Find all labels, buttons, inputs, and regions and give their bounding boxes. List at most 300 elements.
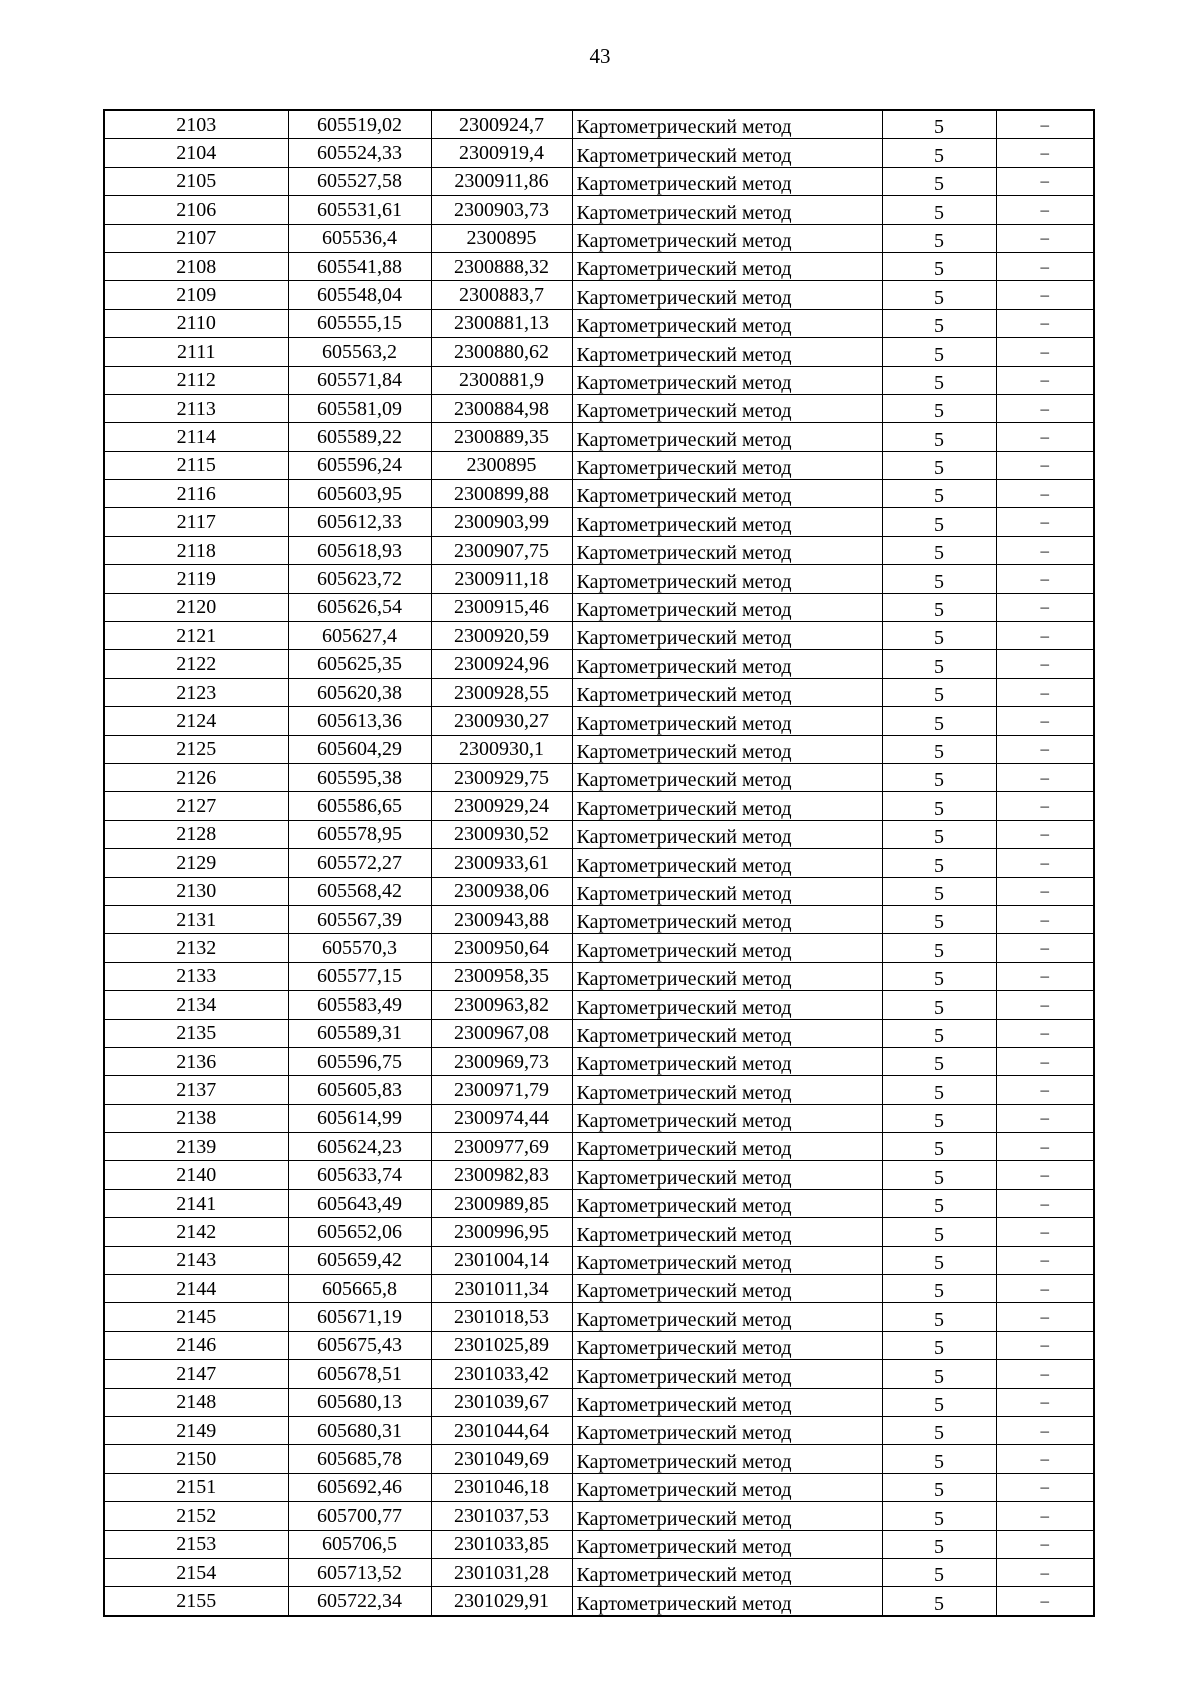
point-number-cell: 2127: [104, 792, 288, 820]
method-cell: Картометрический метод: [572, 735, 882, 763]
table-row: [104, 1189, 1094, 1217]
y-coordinate-cell: 2300924,96: [431, 650, 572, 678]
note-cell: –: [996, 281, 1094, 309]
x-coordinate-cell: 605568,42: [288, 877, 431, 905]
note-cell: –: [996, 763, 1094, 791]
accuracy-cell: 5: [882, 1047, 996, 1075]
x-coordinate-cell: 605623,72: [288, 565, 431, 593]
note-cell: –: [996, 167, 1094, 195]
point-number-cell: 2155: [104, 1587, 288, 1616]
accuracy-cell: 5: [882, 281, 996, 309]
table-row: [104, 1104, 1094, 1132]
y-coordinate-cell: 2300911,86: [431, 167, 572, 195]
x-coordinate-cell: 605652,06: [288, 1218, 431, 1246]
point-number-cell: 2140: [104, 1161, 288, 1189]
note-cell: –: [996, 991, 1094, 1019]
y-coordinate-cell: 2300915,46: [431, 593, 572, 621]
accuracy-cell: 5: [882, 707, 996, 735]
y-coordinate-cell: 2300888,32: [431, 252, 572, 280]
method-cell: Картометрический метод: [572, 1587, 882, 1616]
note-cell: –: [996, 394, 1094, 422]
note-cell: –: [996, 196, 1094, 224]
table-row: [104, 991, 1094, 1019]
accuracy-cell: 5: [882, 622, 996, 650]
method-cell: Картометрический метод: [572, 962, 882, 990]
y-coordinate-cell: 2300982,83: [431, 1161, 572, 1189]
accuracy-cell: 5: [882, 849, 996, 877]
method-cell: Картометрический метод: [572, 1360, 882, 1388]
accuracy-cell: 5: [882, 593, 996, 621]
x-coordinate-cell: 605596,24: [288, 451, 431, 479]
point-number-cell: 2132: [104, 934, 288, 962]
method-cell: Картометрический метод: [572, 1558, 882, 1586]
table-row: [104, 1133, 1094, 1161]
x-coordinate-cell: 605531,61: [288, 196, 431, 224]
x-coordinate-cell: 605614,99: [288, 1104, 431, 1132]
x-coordinate-cell: 605577,15: [288, 962, 431, 990]
y-coordinate-cell: 2300899,88: [431, 480, 572, 508]
note-cell: –: [996, 962, 1094, 990]
point-number-cell: 2121: [104, 622, 288, 650]
accuracy-cell: 5: [882, 991, 996, 1019]
table-row: [104, 1587, 1094, 1616]
note-cell: –: [996, 707, 1094, 735]
x-coordinate-cell: 605527,58: [288, 167, 431, 195]
note-cell: –: [996, 1275, 1094, 1303]
x-coordinate-cell: 605524,33: [288, 139, 431, 167]
note-cell: –: [996, 650, 1094, 678]
method-cell: Картометрический метод: [572, 1189, 882, 1217]
method-cell: Картометрический метод: [572, 1246, 882, 1274]
table-row: [104, 309, 1094, 337]
note-cell: –: [996, 1133, 1094, 1161]
point-number-cell: 2128: [104, 820, 288, 848]
accuracy-cell: 5: [882, 536, 996, 564]
accuracy-cell: 5: [882, 1587, 996, 1616]
table-row: [104, 508, 1094, 536]
point-number-cell: 2142: [104, 1218, 288, 1246]
x-coordinate-cell: 605626,54: [288, 593, 431, 621]
accuracy-cell: 5: [882, 678, 996, 706]
accuracy-cell: 5: [882, 1445, 996, 1473]
method-cell: Картометрический метод: [572, 1331, 882, 1359]
table-row: [104, 338, 1094, 366]
x-coordinate-cell: 605671,19: [288, 1303, 431, 1331]
accuracy-cell: 5: [882, 139, 996, 167]
method-cell: Картометрический метод: [572, 650, 882, 678]
note-cell: –: [996, 423, 1094, 451]
point-number-cell: 2147: [104, 1360, 288, 1388]
accuracy-cell: 5: [882, 451, 996, 479]
x-coordinate-cell: 605555,15: [288, 309, 431, 337]
y-coordinate-cell: 2300881,9: [431, 366, 572, 394]
x-coordinate-cell: 605612,33: [288, 508, 431, 536]
y-coordinate-cell: 2300977,69: [431, 1133, 572, 1161]
method-cell: Картометрический метод: [572, 622, 882, 650]
method-cell: Картометрический метод: [572, 338, 882, 366]
note-cell: –: [996, 1218, 1094, 1246]
table-row: [104, 905, 1094, 933]
accuracy-cell: 5: [882, 1530, 996, 1558]
x-coordinate-cell: 605722,34: [288, 1587, 431, 1616]
x-coordinate-cell: 605675,43: [288, 1331, 431, 1359]
table-row: [104, 480, 1094, 508]
y-coordinate-cell: 2301033,85: [431, 1530, 572, 1558]
y-coordinate-cell: 2300880,62: [431, 338, 572, 366]
point-number-cell: 2153: [104, 1530, 288, 1558]
y-coordinate-cell: 2301011,34: [431, 1275, 572, 1303]
accuracy-cell: 5: [882, 309, 996, 337]
table-row: [104, 707, 1094, 735]
note-cell: –: [996, 622, 1094, 650]
point-number-cell: 2154: [104, 1558, 288, 1586]
method-cell: Картометрический метод: [572, 1218, 882, 1246]
table-row: [104, 423, 1094, 451]
y-coordinate-cell: 2300933,61: [431, 849, 572, 877]
x-coordinate-cell: 605700,77: [288, 1502, 431, 1530]
method-cell: Картометрический метод: [572, 394, 882, 422]
point-number-cell: 2146: [104, 1331, 288, 1359]
note-cell: –: [996, 252, 1094, 280]
y-coordinate-cell: 2300883,7: [431, 281, 572, 309]
y-coordinate-cell: 2301029,91: [431, 1587, 572, 1616]
note-cell: –: [996, 451, 1094, 479]
table-row: [104, 451, 1094, 479]
accuracy-cell: 5: [882, 1189, 996, 1217]
method-cell: Картометрический метод: [572, 1161, 882, 1189]
table-row: [104, 1076, 1094, 1104]
y-coordinate-cell: 2301049,69: [431, 1445, 572, 1473]
point-number-cell: 2150: [104, 1445, 288, 1473]
method-cell: Картометрический метод: [572, 792, 882, 820]
note-cell: –: [996, 1530, 1094, 1558]
point-number-cell: 2145: [104, 1303, 288, 1331]
method-cell: Картометрический метод: [572, 1473, 882, 1501]
point-number-cell: 2119: [104, 565, 288, 593]
point-number-cell: 2107: [104, 224, 288, 252]
method-cell: Картометрический метод: [572, 593, 882, 621]
table-row: [104, 167, 1094, 195]
table-row: [104, 196, 1094, 224]
method-cell: Картометрический метод: [572, 110, 882, 139]
point-number-cell: 2120: [104, 593, 288, 621]
y-coordinate-cell: 2300989,85: [431, 1189, 572, 1217]
x-coordinate-cell: 605618,93: [288, 536, 431, 564]
y-coordinate-cell: 2301046,18: [431, 1473, 572, 1501]
method-cell: Картометрический метод: [572, 991, 882, 1019]
point-number-cell: 2137: [104, 1076, 288, 1104]
point-number-cell: 2113: [104, 394, 288, 422]
y-coordinate-cell: 2300971,79: [431, 1076, 572, 1104]
accuracy-cell: 5: [882, 338, 996, 366]
point-number-cell: 2114: [104, 423, 288, 451]
table-row: [104, 1445, 1094, 1473]
accuracy-cell: 5: [882, 366, 996, 394]
point-number-cell: 2105: [104, 167, 288, 195]
table-row: [104, 1473, 1094, 1501]
note-cell: –: [996, 309, 1094, 337]
accuracy-cell: 5: [882, 1331, 996, 1359]
point-number-cell: 2133: [104, 962, 288, 990]
x-coordinate-cell: 605680,13: [288, 1388, 431, 1416]
accuracy-cell: 5: [882, 1076, 996, 1104]
accuracy-cell: 5: [882, 480, 996, 508]
method-cell: Картометрический метод: [572, 1416, 882, 1444]
note-cell: –: [996, 1587, 1094, 1616]
point-number-cell: 2109: [104, 281, 288, 309]
method-cell: Картометрический метод: [572, 508, 882, 536]
method-cell: Картометрический метод: [572, 224, 882, 252]
point-number-cell: 2143: [104, 1246, 288, 1274]
note-cell: –: [996, 820, 1094, 848]
x-coordinate-cell: 605643,49: [288, 1189, 431, 1217]
note-cell: –: [996, 338, 1094, 366]
method-cell: Картометрический метод: [572, 707, 882, 735]
method-cell: Картометрический метод: [572, 167, 882, 195]
note-cell: –: [996, 1047, 1094, 1075]
point-number-cell: 2104: [104, 139, 288, 167]
table-row: [104, 110, 1094, 139]
accuracy-cell: 5: [882, 252, 996, 280]
accuracy-cell: 5: [882, 1019, 996, 1047]
y-coordinate-cell: 2300924,7: [431, 110, 572, 139]
note-cell: –: [996, 1019, 1094, 1047]
table-row: [104, 650, 1094, 678]
note-cell: –: [996, 735, 1094, 763]
y-coordinate-cell: 2300929,24: [431, 792, 572, 820]
point-number-cell: 2122: [104, 650, 288, 678]
method-cell: Картометрический метод: [572, 281, 882, 309]
table-row: [104, 224, 1094, 252]
method-cell: Картометрический метод: [572, 252, 882, 280]
accuracy-cell: 5: [882, 1275, 996, 1303]
y-coordinate-cell: 2300929,75: [431, 763, 572, 791]
x-coordinate-cell: 605595,38: [288, 763, 431, 791]
point-number-cell: 2108: [104, 252, 288, 280]
x-coordinate-cell: 605589,31: [288, 1019, 431, 1047]
accuracy-cell: 5: [882, 905, 996, 933]
x-coordinate-cell: 605571,84: [288, 366, 431, 394]
accuracy-cell: 5: [882, 763, 996, 791]
point-number-cell: 2103: [104, 110, 288, 139]
method-cell: Картометрический метод: [572, 934, 882, 962]
accuracy-cell: 5: [882, 1388, 996, 1416]
y-coordinate-cell: 2300969,73: [431, 1047, 572, 1075]
accuracy-cell: 5: [882, 934, 996, 962]
note-cell: –: [996, 1473, 1094, 1501]
table-row: [104, 735, 1094, 763]
point-number-cell: 2152: [104, 1502, 288, 1530]
y-coordinate-cell: 2300943,88: [431, 905, 572, 933]
method-cell: Картометрический метод: [572, 536, 882, 564]
y-coordinate-cell: 2300889,35: [431, 423, 572, 451]
point-number-cell: 2118: [104, 536, 288, 564]
method-cell: Картометрический метод: [572, 1502, 882, 1530]
table-row: [104, 593, 1094, 621]
y-coordinate-cell: 2300895: [431, 224, 572, 252]
point-number-cell: 2144: [104, 1275, 288, 1303]
note-cell: –: [996, 1161, 1094, 1189]
table-row: [104, 962, 1094, 990]
point-number-cell: 2138: [104, 1104, 288, 1132]
method-cell: Картометрический метод: [572, 820, 882, 848]
x-coordinate-cell: 605589,22: [288, 423, 431, 451]
x-coordinate-cell: 605624,23: [288, 1133, 431, 1161]
method-cell: Картометрический метод: [572, 678, 882, 706]
note-cell: –: [996, 110, 1094, 139]
note-cell: –: [996, 792, 1094, 820]
table-row: [104, 1331, 1094, 1359]
table-row: [104, 877, 1094, 905]
note-cell: –: [996, 1502, 1094, 1530]
x-coordinate-cell: 605627,4: [288, 622, 431, 650]
x-coordinate-cell: 605659,42: [288, 1246, 431, 1274]
note-cell: –: [996, 877, 1094, 905]
x-coordinate-cell: 605519,02: [288, 110, 431, 139]
coordinates-table-body: [104, 110, 1094, 1616]
y-coordinate-cell: 2300930,27: [431, 707, 572, 735]
note-cell: –: [996, 1558, 1094, 1586]
point-number-cell: 2141: [104, 1189, 288, 1217]
y-coordinate-cell: 2300895: [431, 451, 572, 479]
method-cell: Картометрический метод: [572, 423, 882, 451]
y-coordinate-cell: 2300930,1: [431, 735, 572, 763]
accuracy-cell: 5: [882, 650, 996, 678]
y-coordinate-cell: 2300963,82: [431, 991, 572, 1019]
x-coordinate-cell: 605685,78: [288, 1445, 431, 1473]
method-cell: Картометрический метод: [572, 1133, 882, 1161]
x-coordinate-cell: 605620,38: [288, 678, 431, 706]
note-cell: –: [996, 1388, 1094, 1416]
table-row: [104, 622, 1094, 650]
method-cell: Картометрический метод: [572, 1047, 882, 1075]
y-coordinate-cell: 2300958,35: [431, 962, 572, 990]
note-cell: –: [996, 1360, 1094, 1388]
y-coordinate-cell: 2300928,55: [431, 678, 572, 706]
y-coordinate-cell: 2300903,73: [431, 196, 572, 224]
point-number-cell: 2129: [104, 849, 288, 877]
y-coordinate-cell: 2301018,53: [431, 1303, 572, 1331]
table-row: [104, 1246, 1094, 1274]
method-cell: Картометрический метод: [572, 905, 882, 933]
point-number-cell: 2124: [104, 707, 288, 735]
point-number-cell: 2134: [104, 991, 288, 1019]
point-number-cell: 2135: [104, 1019, 288, 1047]
method-cell: Картометрический метод: [572, 139, 882, 167]
y-coordinate-cell: 2300938,06: [431, 877, 572, 905]
point-number-cell: 2115: [104, 451, 288, 479]
note-cell: –: [996, 565, 1094, 593]
table-row: [104, 366, 1094, 394]
point-number-cell: 2139: [104, 1133, 288, 1161]
accuracy-cell: 5: [882, 962, 996, 990]
table-row: [104, 252, 1094, 280]
x-coordinate-cell: 605713,52: [288, 1558, 431, 1586]
point-number-cell: 2117: [104, 508, 288, 536]
x-coordinate-cell: 605706,5: [288, 1530, 431, 1558]
point-number-cell: 2111: [104, 338, 288, 366]
method-cell: Картометрический метод: [572, 1530, 882, 1558]
method-cell: Картометрический метод: [572, 480, 882, 508]
table-row: [104, 1502, 1094, 1530]
y-coordinate-cell: 2300881,13: [431, 309, 572, 337]
accuracy-cell: 5: [882, 1133, 996, 1161]
note-cell: –: [996, 224, 1094, 252]
point-number-cell: 2116: [104, 480, 288, 508]
note-cell: –: [996, 508, 1094, 536]
y-coordinate-cell: 2300920,59: [431, 622, 572, 650]
table-row: [104, 934, 1094, 962]
x-coordinate-cell: 605625,35: [288, 650, 431, 678]
method-cell: Картометрический метод: [572, 1104, 882, 1132]
note-cell: –: [996, 480, 1094, 508]
accuracy-cell: 5: [882, 1303, 996, 1331]
accuracy-cell: 5: [882, 423, 996, 451]
point-number-cell: 2125: [104, 735, 288, 763]
accuracy-cell: 5: [882, 224, 996, 252]
accuracy-cell: 5: [882, 877, 996, 905]
table-row: [104, 1161, 1094, 1189]
accuracy-cell: 5: [882, 110, 996, 139]
point-number-cell: 2130: [104, 877, 288, 905]
method-cell: Картометрический метод: [572, 763, 882, 791]
point-number-cell: 2151: [104, 1473, 288, 1501]
x-coordinate-cell: 605572,27: [288, 849, 431, 877]
method-cell: Картометрический метод: [572, 1445, 882, 1473]
x-coordinate-cell: 605567,39: [288, 905, 431, 933]
x-coordinate-cell: 605563,2: [288, 338, 431, 366]
note-cell: –: [996, 139, 1094, 167]
accuracy-cell: 5: [882, 1502, 996, 1530]
note-cell: –: [996, 1076, 1094, 1104]
method-cell: Картометрический метод: [572, 877, 882, 905]
table-row: [104, 1019, 1094, 1047]
note-cell: –: [996, 1189, 1094, 1217]
x-coordinate-cell: 605596,75: [288, 1047, 431, 1075]
table-row: [104, 139, 1094, 167]
y-coordinate-cell: 2300930,52: [431, 820, 572, 848]
x-coordinate-cell: 605613,36: [288, 707, 431, 735]
y-coordinate-cell: 2300919,4: [431, 139, 572, 167]
x-coordinate-cell: 605536,4: [288, 224, 431, 252]
x-coordinate-cell: 605665,8: [288, 1275, 431, 1303]
accuracy-cell: 5: [882, 1161, 996, 1189]
accuracy-cell: 5: [882, 565, 996, 593]
y-coordinate-cell: 2300884,98: [431, 394, 572, 422]
note-cell: –: [996, 1104, 1094, 1132]
x-coordinate-cell: 605633,74: [288, 1161, 431, 1189]
point-number-cell: 2106: [104, 196, 288, 224]
x-coordinate-cell: 605604,29: [288, 735, 431, 763]
accuracy-cell: 5: [882, 394, 996, 422]
point-number-cell: 2131: [104, 905, 288, 933]
table-row: [104, 763, 1094, 791]
y-coordinate-cell: 2301004,14: [431, 1246, 572, 1274]
table-row: [104, 678, 1094, 706]
accuracy-cell: 5: [882, 508, 996, 536]
x-coordinate-cell: 605541,88: [288, 252, 431, 280]
method-cell: Картометрический метод: [572, 366, 882, 394]
y-coordinate-cell: 2301039,67: [431, 1388, 572, 1416]
accuracy-cell: 5: [882, 1246, 996, 1274]
accuracy-cell: 5: [882, 1104, 996, 1132]
table-row: [104, 1558, 1094, 1586]
point-number-cell: 2136: [104, 1047, 288, 1075]
method-cell: Картометрический метод: [572, 565, 882, 593]
page-number: 43: [589, 44, 611, 68]
method-cell: Картометрический метод: [572, 1388, 882, 1416]
accuracy-cell: 5: [882, 196, 996, 224]
